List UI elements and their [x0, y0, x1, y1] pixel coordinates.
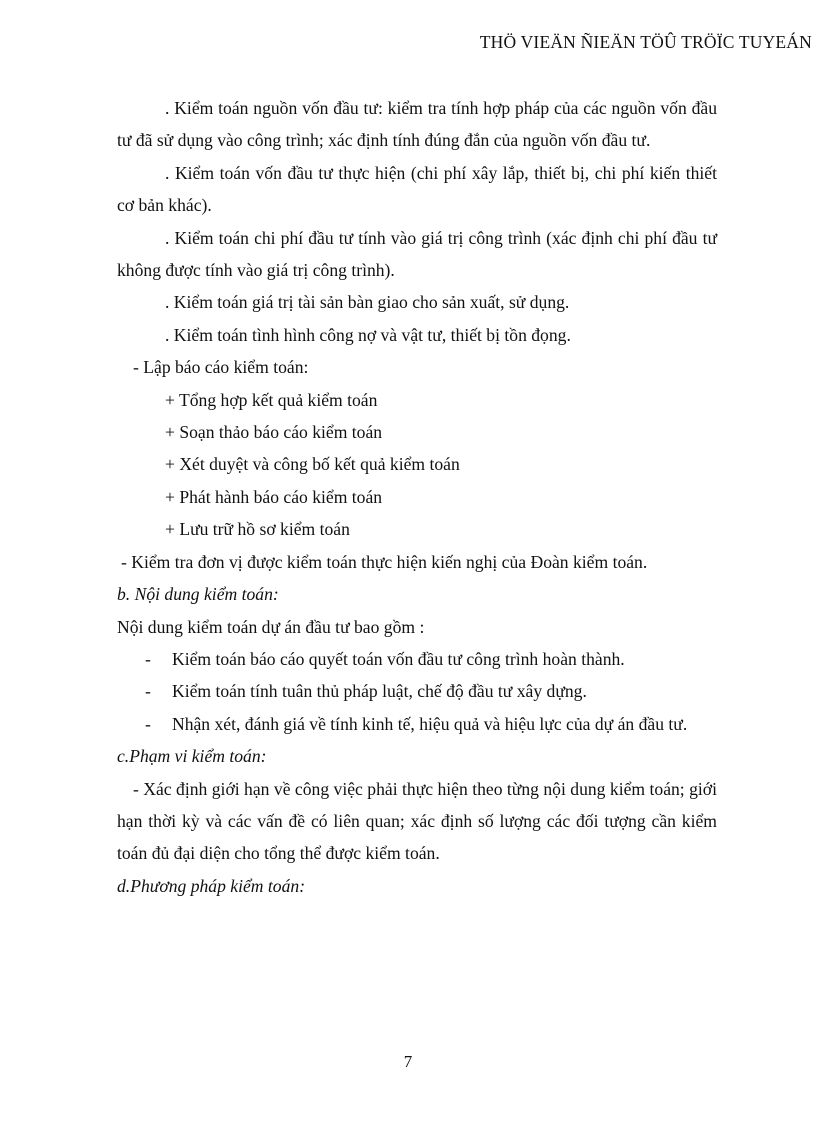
- paragraph-audit-costs: . Kiểm toán chi phí đầu tư tính vào giá trị công trình (xác định chi phí đầu tư không được tính vào giá trị công trình).: [117, 227, 717, 281]
- list-item: + Xét duyệt và công bố kết quả kiểm toán: [165, 454, 460, 475]
- section-heading-d: d.Phương pháp kiểm toán:: [117, 875, 306, 896]
- paragraph-audit-capital-implemented: . Kiểm toán vốn đầu tư thực hiện (chi phí xây lắp, thiết bị, chi phí kiến thiết cơ bản khác).: [117, 162, 717, 216]
- list-item: [117, 643, 717, 675]
- section-heading-c: c.Phạm vi kiểm toán:: [117, 746, 267, 767]
- bullet-marker: -: [145, 648, 151, 669]
- paragraph-audit-capital-sources: . Kiểm toán nguồn vốn đầu tư: kiểm tra tính hợp pháp của các nguồn vốn đầu tư đã sử dụng vào công trình; xác định tính đúng đắn của nguồn vốn đầu tư.: [117, 98, 717, 151]
- bullet-marker: -: [145, 713, 151, 734]
- bullet-text: Kiểm toán tính tuân thủ pháp luật, chế độ đầu tư xây dựng.: [172, 681, 587, 702]
- section-heading-b: b. Nội dung kiểm toán:: [117, 584, 279, 605]
- paragraph-check-recommendations: - Kiểm tra đơn vị được kiểm toán thực hiện kiến nghị của Đoàn kiểm toán.: [121, 551, 648, 572]
- paragraph-audit-assets: . Kiểm toán giá trị tài sản bàn giao cho sản xuất, sử dụng.: [165, 292, 570, 313]
- paragraph-audit-debts: . Kiểm toán tình hình công nợ và vật tư, thiết bị tồn đọng.: [165, 324, 571, 345]
- bullet-marker: -: [145, 681, 151, 702]
- bullet-text: Nhận xét, đánh giá về tính kinh tế, hiệu quả và hiệu lực của dự án đầu tư.: [172, 713, 688, 734]
- list-item: + Soạn thảo báo cáo kiểm toán: [165, 422, 383, 443]
- list-item: + Phát hành báo cáo kiểm toán: [165, 486, 383, 507]
- document-body: [117, 92, 717, 902]
- page-number: 7: [403, 1052, 413, 1071]
- paragraph-content-intro: Nội dung kiểm toán dự án đầu tư bao gồm :: [117, 616, 425, 637]
- bullet-text: Kiểm toán báo cáo quyết toán vốn đầu tư công trình hoàn thành.: [172, 648, 625, 669]
- list-item: [117, 675, 717, 707]
- list-item: + Tổng hợp kết quả kiểm toán: [165, 389, 378, 410]
- page-header-title: THÖ VIEÄN ÑIEÄN TÖÛ TRÖÏC TUYEÁN: [479, 32, 812, 52]
- list-item: [117, 708, 717, 740]
- list-item: + Lưu trữ hồ sơ kiểm toán: [165, 519, 350, 540]
- paragraph-prepare-report: - Lập báo cáo kiểm toán:: [133, 357, 309, 378]
- paragraph-scope: - Xác định giới hạn về công việc phải thực hiện theo từng nội dung kiểm toán; giới hạn thời kỳ và các vấn đề có liên quan; xác định số lượng các đối tượng cần kiểm toán đủ đại diện cho tổng thể được kiểm toán.: [117, 778, 717, 864]
